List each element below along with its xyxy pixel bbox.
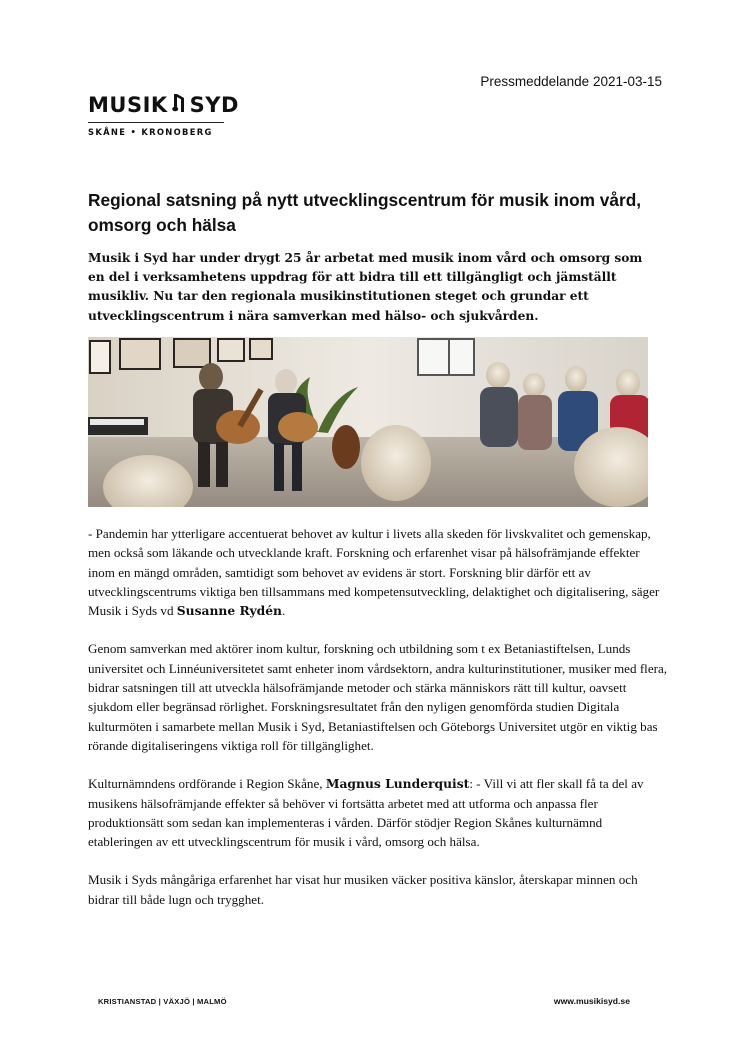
paragraph-collaboration: Genom samverkan med aktörer inom kultur, forskning och utbildning som t ex Betaniastiftelsen, Lunds universitet och Linnéuniversitetet samt enheter inom vårdsektorn, andra kulturinstitutioner, musiker med flera, bidrar satsningen till att utveckla hälsofrämjande metoder och stärka människors rätt till kultur, oavsett sjukdom eller begränsad rörlighet. Forskningsresultatet från den nyligen genomförda studien Digitala kulturmöten i samarbete mellan Musik i Syd, Betaniastiftelsen och Göteborgs Universitet utgör en viktig bas rörande digitaliseringens viktiga roll för tillgänglighet.: [88, 641, 668, 753]
logo-word-musik: MUSIK: [88, 92, 168, 117]
paragraph-chair-quote: [88, 774, 668, 851]
footer-website-link[interactable]: www.musikisyd.se: [553, 996, 630, 1006]
paragraph-experience: Musik i Syds mångåriga erfarenhet har visat hur musiken väcker positiva känslor, återskapar minnen och bidrar till både lugn och trygghet.: [88, 872, 638, 907]
musik-i-syd-logo: [88, 92, 239, 137]
paragraph-3-start: Kulturnämndens ordförande i Region Skåne,: [88, 776, 326, 792]
press-release-date: Pressmeddelande 2021-03-15: [480, 74, 662, 89]
photo-musicians-elderly-care: [88, 337, 648, 507]
logo-note-icon: [172, 93, 186, 117]
paragraph-3-text: : - Vill vi att fler skall få ta del av musikens hälsofrämjande effekter så behöver vi fortsätta arbetet med att utforma och anpassa fler produktionsätt som sedan kan implementeras i vården. Därför stödjer Region Skånes kulturnämnd etableringen av ett utvecklingscentrum för musik i vård, omsorg och hälsa.: [88, 776, 644, 850]
footer-cities: KRISTIANSTAD | VÄXJÖ | MALMÖ: [98, 997, 227, 1006]
article-title: Regional satsning på nytt utvecklingscentrum för musik inom vård, omsorg och hälsa: [88, 190, 642, 235]
article-body: [88, 524, 668, 928]
person-name-susanne: Susanne Rydén: [176, 603, 282, 619]
logo-subline: SKÅNE • KRONOBERG: [88, 127, 213, 137]
article-lead: Musik i Syd har under drygt 25 år arbetat med musik inom vård och omsorg som en del i verksamhetens uppdrag för att bidra till ett tillgängligt och jämställt musikliv. Nu tar den regionala musikinstitutionen steget och grundar ett utvecklingscentrum i nära samverkan med hälso- och sjukvården.: [88, 251, 643, 323]
paragraph-ceo-quote: [88, 524, 668, 620]
logo-word-syd: SYD: [189, 92, 239, 117]
paragraph-1-text: - Pandemin har ytterligare accentuerat behovet av kultur i livets alla skeden för livskvalitet och gemenskap, men också som läkande och utvecklande kraft. Forskning och erfarenhet visar på hälsofrämjande effekter inom en mängd områden, samtidigt som behovet av evidens är stort. Forskning blir därför ett av utvecklingscentrums viktiga ben tillsammans med kompetensutveckling, delaktighet och digitalisering, säger Musik i Syds vd: [88, 526, 660, 619]
logo-divider: [88, 122, 224, 123]
paragraph-1-end: .: [282, 603, 286, 619]
person-name-magnus: Magnus Lunderquist: [325, 776, 470, 792]
